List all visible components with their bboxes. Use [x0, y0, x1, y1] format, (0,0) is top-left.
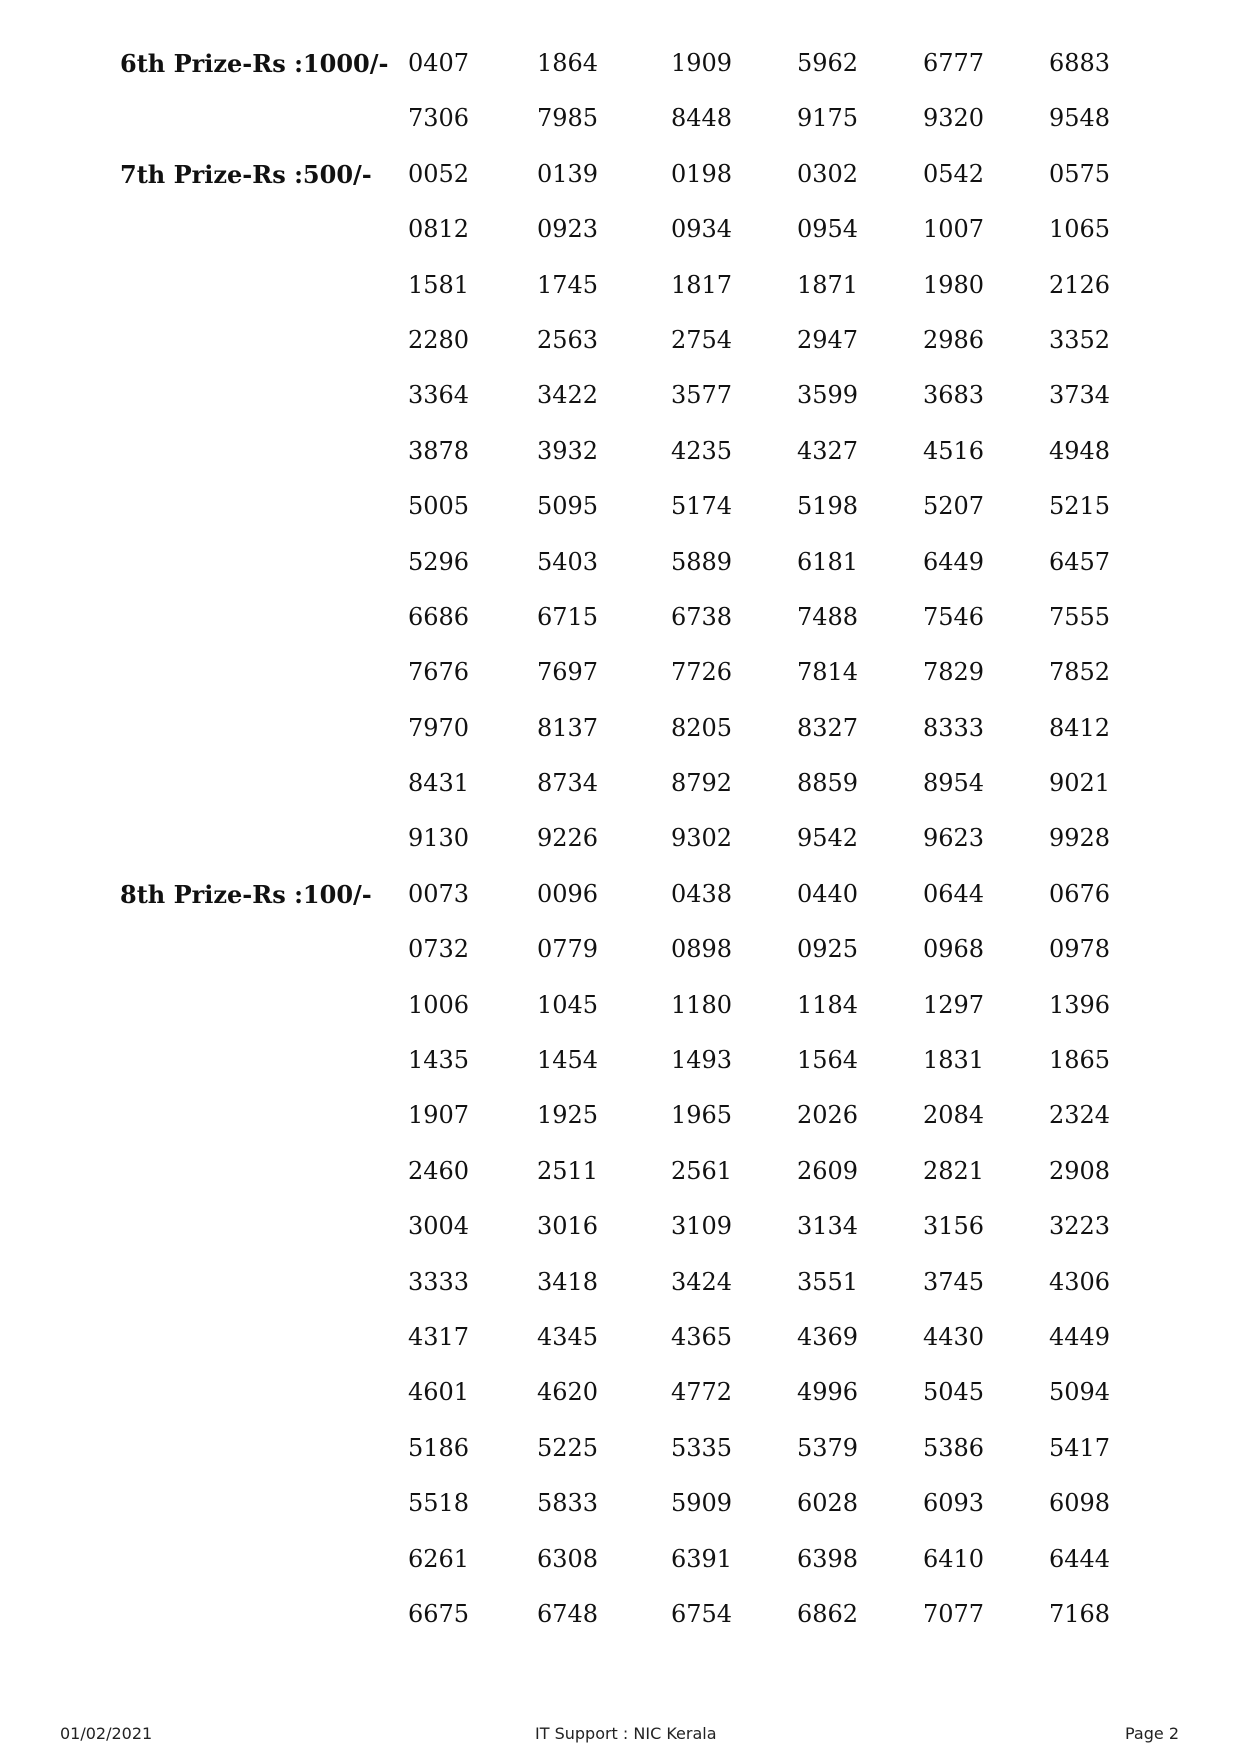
winning-number: 1454 — [537, 1046, 599, 1075]
winning-number: 0925 — [797, 935, 859, 964]
winning-number: 7676 — [408, 658, 470, 687]
winning-number: 7488 — [797, 602, 859, 631]
winning-number: 5174 — [671, 492, 733, 521]
winning-number: 6862 — [797, 1599, 859, 1628]
prize-row — [0, 1198, 1241, 1253]
winning-number: 8431 — [408, 769, 470, 798]
prize-row — [0, 1420, 1241, 1475]
winning-number: 0812 — [408, 215, 470, 244]
prize-label: 6th Prize-Rs :1000/- — [120, 49, 389, 78]
winning-number: 1065 — [1049, 215, 1111, 244]
winning-number: 7697 — [537, 658, 599, 687]
winning-number: 0438 — [671, 879, 733, 908]
winning-number: 0575 — [1049, 159, 1111, 188]
prize-row — [0, 1531, 1241, 1586]
winning-number: 5225 — [537, 1433, 599, 1462]
winning-number: 1865 — [1049, 1046, 1111, 1075]
winning-number: 1965 — [671, 1101, 733, 1130]
winning-number: 0198 — [671, 159, 733, 188]
winning-number: 4449 — [1049, 1322, 1111, 1351]
winning-number: 9548 — [1049, 104, 1111, 133]
winning-number: 6748 — [537, 1599, 599, 1628]
prize-row — [0, 257, 1241, 312]
winning-number: 3551 — [797, 1267, 859, 1296]
winning-number: 3745 — [923, 1267, 985, 1296]
winning-number: 5207 — [923, 492, 985, 521]
winning-number: 3156 — [923, 1212, 985, 1241]
winning-number: 1006 — [408, 990, 470, 1019]
winning-number: 1817 — [671, 270, 733, 299]
winning-number: 8448 — [671, 104, 733, 133]
prize-row — [0, 146, 1241, 201]
winning-number: 6449 — [923, 547, 985, 576]
winning-number: 6675 — [408, 1599, 470, 1628]
winning-number: 2563 — [537, 325, 599, 354]
winning-number: 4996 — [797, 1378, 859, 1407]
winning-number: 2511 — [537, 1156, 599, 1185]
winning-number: 6398 — [797, 1544, 859, 1573]
winning-number: 7168 — [1049, 1599, 1111, 1628]
footer-page-number: Page 2 — [1125, 1724, 1179, 1743]
prize-row — [0, 700, 1241, 755]
winning-number: 9302 — [671, 824, 733, 853]
winning-number: 4235 — [671, 436, 733, 465]
winning-number: 5833 — [537, 1489, 599, 1518]
winning-number: 3004 — [408, 1212, 470, 1241]
prize-row — [0, 1475, 1241, 1530]
winning-number: 1435 — [408, 1046, 470, 1075]
winning-number: 4601 — [408, 1378, 470, 1407]
prize-label: 8th Prize-Rs :100/- — [120, 879, 372, 909]
winning-number: 5909 — [671, 1489, 733, 1518]
winning-number: 2126 — [1049, 270, 1111, 299]
winning-number: 3683 — [923, 381, 985, 410]
winning-number: 6444 — [1049, 1544, 1111, 1573]
prize-row — [0, 423, 1241, 478]
winning-number: 0676 — [1049, 879, 1111, 908]
winning-number: 6457 — [1049, 547, 1111, 576]
winning-number: 7829 — [923, 658, 985, 687]
winning-number: 5889 — [671, 547, 733, 576]
winning-number: 8137 — [537, 713, 599, 742]
prize-row — [0, 977, 1241, 1032]
winning-number: 1925 — [537, 1101, 599, 1130]
winning-number: 1745 — [537, 270, 599, 299]
winning-number: 9542 — [797, 824, 859, 853]
prize-row — [0, 921, 1241, 976]
winning-number: 9320 — [923, 104, 985, 133]
winning-number: 9226 — [537, 824, 599, 853]
winning-number: 2026 — [797, 1101, 859, 1130]
winning-number: 1907 — [408, 1101, 470, 1130]
winning-number: 7970 — [408, 713, 470, 742]
prize-row — [0, 367, 1241, 422]
prize-row — [0, 534, 1241, 589]
winning-number: 1980 — [923, 270, 985, 299]
winning-number: 0052 — [408, 159, 470, 188]
winning-number: 2084 — [923, 1101, 985, 1130]
winning-number: 8954 — [923, 769, 985, 798]
winning-number: 4430 — [923, 1322, 985, 1351]
winning-number: 0978 — [1049, 935, 1111, 964]
winning-number: 0073 — [408, 879, 470, 908]
winning-number: 6777 — [923, 49, 985, 77]
prize-row — [0, 1143, 1241, 1198]
winning-number: 6686 — [408, 602, 470, 631]
winning-number: 8205 — [671, 713, 733, 742]
winning-number: 5403 — [537, 547, 599, 576]
winning-number: 3734 — [1049, 381, 1111, 410]
prize-label: 7th Prize-Rs :500/- — [120, 159, 372, 189]
winning-number: 2908 — [1049, 1156, 1111, 1185]
winning-number: 6738 — [671, 602, 733, 631]
winning-number: 4327 — [797, 436, 859, 465]
winning-number: 7726 — [671, 658, 733, 687]
winning-number: 1180 — [671, 990, 733, 1019]
winning-number: 7814 — [797, 658, 859, 687]
winning-number: 0898 — [671, 935, 733, 964]
winning-number: 0440 — [797, 879, 859, 908]
winning-number: 0542 — [923, 159, 985, 188]
winning-number: 9175 — [797, 104, 859, 133]
prize-row — [0, 1087, 1241, 1142]
prize-row — [0, 866, 1241, 921]
winning-number: 1871 — [797, 270, 859, 299]
winning-number: 4948 — [1049, 436, 1111, 465]
winning-number: 0954 — [797, 215, 859, 244]
winning-number: 5296 — [408, 547, 470, 576]
prize-row — [0, 644, 1241, 699]
winning-number: 5094 — [1049, 1378, 1111, 1407]
winning-number: 1396 — [1049, 990, 1111, 1019]
winning-number: 1297 — [923, 990, 985, 1019]
winning-number: 1564 — [797, 1046, 859, 1075]
prize-row — [0, 589, 1241, 644]
winning-number: 3418 — [537, 1267, 599, 1296]
winning-number: 5198 — [797, 492, 859, 521]
winning-number: 5215 — [1049, 492, 1111, 521]
winning-number: 5095 — [537, 492, 599, 521]
winning-number: 4306 — [1049, 1267, 1111, 1296]
winning-number: 0302 — [797, 159, 859, 188]
prize-row — [0, 312, 1241, 367]
winning-number: 3424 — [671, 1267, 733, 1296]
prize-row — [0, 1309, 1241, 1364]
winning-number: 8333 — [923, 713, 985, 742]
winning-number: 3109 — [671, 1212, 733, 1241]
winning-number: 6715 — [537, 602, 599, 631]
winning-number: 6883 — [1049, 49, 1111, 77]
winning-number: 2280 — [408, 325, 470, 354]
winning-number: 1864 — [537, 49, 599, 77]
footer-support: IT Support : NIC Kerala — [535, 1724, 717, 1743]
winning-number: 3364 — [408, 381, 470, 410]
winning-number: 2821 — [923, 1156, 985, 1185]
winning-number: 8734 — [537, 769, 599, 798]
winning-number: 7306 — [408, 104, 470, 133]
winning-number: 7555 — [1049, 602, 1111, 631]
winning-number: 1045 — [537, 990, 599, 1019]
winning-number: 2754 — [671, 325, 733, 354]
winning-number: 8792 — [671, 769, 733, 798]
winning-number: 5962 — [797, 49, 859, 77]
winning-number: 5518 — [408, 1489, 470, 1518]
winning-number: 2986 — [923, 325, 985, 354]
winning-number: 8412 — [1049, 713, 1111, 742]
winning-number: 8327 — [797, 713, 859, 742]
prize-row — [0, 755, 1241, 810]
winning-number: 9130 — [408, 824, 470, 853]
winning-number: 7985 — [537, 104, 599, 133]
prize-row — [0, 810, 1241, 865]
winning-number: 0779 — [537, 935, 599, 964]
winning-number: 7546 — [923, 602, 985, 631]
prize-row — [0, 35, 1241, 90]
winning-number: 4317 — [408, 1322, 470, 1351]
prize-row — [0, 1364, 1241, 1419]
winning-number: 5186 — [408, 1433, 470, 1462]
winning-number: 2460 — [408, 1156, 470, 1185]
winning-number: 0968 — [923, 935, 985, 964]
winning-number: 1493 — [671, 1046, 733, 1075]
winning-number: 1184 — [797, 990, 859, 1019]
winning-number: 5045 — [923, 1378, 985, 1407]
prize-row — [0, 1032, 1241, 1087]
winning-number: 1007 — [923, 215, 985, 244]
winning-number: 3422 — [537, 381, 599, 410]
prize-row — [0, 201, 1241, 256]
winning-number: 4772 — [671, 1378, 733, 1407]
winning-number: 3932 — [537, 436, 599, 465]
winning-number: 4365 — [671, 1322, 733, 1351]
winning-number: 6093 — [923, 1489, 985, 1518]
winning-number: 6410 — [923, 1544, 985, 1573]
winning-number: 5379 — [797, 1433, 859, 1462]
winning-number: 5005 — [408, 492, 470, 521]
winning-number: 6754 — [671, 1599, 733, 1628]
winning-number: 2324 — [1049, 1101, 1111, 1130]
winning-number: 0644 — [923, 879, 985, 908]
winning-number: 0139 — [537, 159, 599, 188]
winning-number: 6308 — [537, 1544, 599, 1573]
winning-number: 2561 — [671, 1156, 733, 1185]
winning-number: 2947 — [797, 325, 859, 354]
winning-number: 6261 — [408, 1544, 470, 1573]
winning-number: 0096 — [537, 879, 599, 908]
winning-number: 3223 — [1049, 1212, 1111, 1241]
winning-number: 0923 — [537, 215, 599, 244]
winning-number: 3352 — [1049, 325, 1111, 354]
winning-number: 5335 — [671, 1433, 733, 1462]
winning-number: 3577 — [671, 381, 733, 410]
winning-number: 9928 — [1049, 824, 1111, 853]
winning-number: 0934 — [671, 215, 733, 244]
winning-number: 4620 — [537, 1378, 599, 1407]
winning-number: 2609 — [797, 1156, 859, 1185]
winning-number: 0407 — [408, 49, 470, 77]
winning-number: 4369 — [797, 1322, 859, 1351]
winning-number: 3134 — [797, 1212, 859, 1241]
winning-number: 7852 — [1049, 658, 1111, 687]
prize-row — [0, 1586, 1241, 1641]
winning-number: 5417 — [1049, 1433, 1111, 1462]
winning-number: 1909 — [671, 49, 733, 77]
winning-number: 4516 — [923, 436, 985, 465]
winning-number: 6181 — [797, 547, 859, 576]
footer-date: 01/02/2021 — [60, 1724, 153, 1743]
winning-number: 8859 — [797, 769, 859, 798]
winning-number: 1581 — [408, 270, 470, 299]
winning-number: 3878 — [408, 436, 470, 465]
winning-number: 3016 — [537, 1212, 599, 1241]
winning-number: 0732 — [408, 935, 470, 964]
winning-number: 7077 — [923, 1599, 985, 1628]
prize-row — [0, 478, 1241, 533]
prize-row — [0, 1254, 1241, 1309]
winning-number: 9021 — [1049, 769, 1111, 798]
winning-number: 5386 — [923, 1433, 985, 1462]
winning-number: 3599 — [797, 381, 859, 410]
winning-number: 6028 — [797, 1489, 859, 1518]
winning-number: 6391 — [671, 1544, 733, 1573]
winning-number: 4345 — [537, 1322, 599, 1351]
winning-number: 1831 — [923, 1046, 985, 1075]
prize-row — [0, 90, 1241, 145]
winning-number: 6098 — [1049, 1489, 1111, 1518]
winning-number: 3333 — [408, 1267, 470, 1296]
winning-number: 9623 — [923, 824, 985, 853]
